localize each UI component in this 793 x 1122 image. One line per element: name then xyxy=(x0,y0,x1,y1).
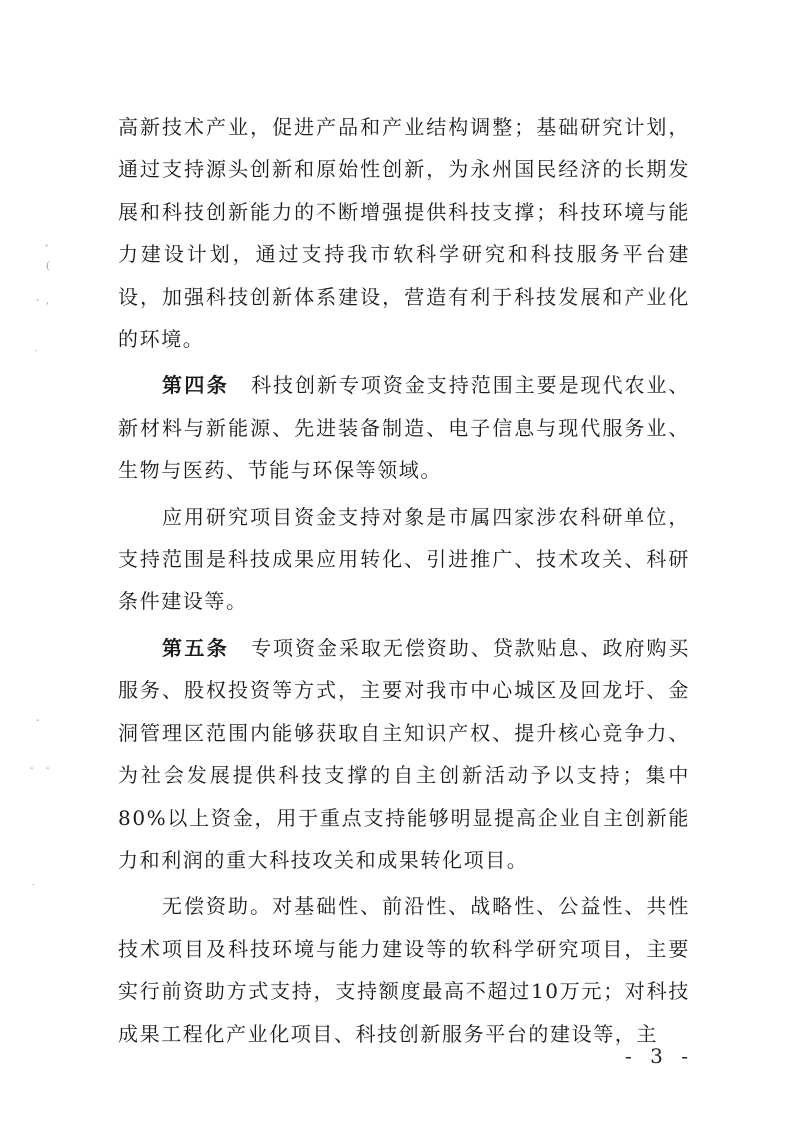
paragraph-text: 高新技术产业，促进产品和产业结构调整；基础研究计划，通过支持源头创新和原始性创新，为永州国民经济的长期发展和科技创新能力的不断增强提供科技支撑；科技环境与能力建设计划，通过支持我市软科学研究和科技服务平台建设，加强科技创新体系建设，营造有利于科技发展和产业化的环境。 xyxy=(118,115,690,352)
paragraph-article-5 xyxy=(118,627,690,881)
paragraph-text: 专项资金采取无偿资助、贷款贴息、政府购买服务、股权投资等方式，主要对我市中心城区及回龙圩、金洞管理区范围内能够获取自主知识产权、提升核心竞争力、为社会发展提供科技支撑的自主创新活动予以支持；集中80%以上资金，用于重点支持能够明显提高企业自主创新能力和利润的重大科技攻关和成果转化项目。 xyxy=(118,635,691,872)
paragraph-1 xyxy=(118,106,690,360)
paragraph-article-4 xyxy=(118,364,690,491)
scan-mark: ˌ xyxy=(46,295,49,306)
paragraph-5 xyxy=(118,885,690,1055)
scan-mark: ˇ xyxy=(44,245,49,256)
paragraph-3 xyxy=(118,496,690,623)
scan-mark: - xyxy=(36,295,40,306)
paragraph-text: 无偿资助。对基础性、前沿性、战略性、公益性、共性技术项目及科技环境与能力建设等的软科学研究项目，主要实行前资助方式支持，支持额度最高不超过10万元；对科技成果工程化产业化项目、科技创新服务平台的建设等，主 xyxy=(118,894,690,1046)
paragraph-text: 应用研究项目资金支持对象是市属四家涉农科研单位，支持范围是科技成果应用转化、引进推广、技术攻关、科研条件建设等。 xyxy=(118,504,690,614)
article-number: 第四条 xyxy=(162,373,230,398)
scan-mark: ( xyxy=(46,261,50,272)
document-body xyxy=(118,106,690,1055)
scan-mark: ˎ xyxy=(32,875,36,886)
article-number: 第五条 xyxy=(162,635,230,660)
paragraph-text: 科技创新专项资金支持范围主要是现代农业、新材料与新能源、先进装备制造、电子信息与现代服务业、生物与医药、节能与环保等领域。 xyxy=(118,373,691,483)
scan-mark: - xyxy=(30,763,34,774)
scan-mark: - xyxy=(36,715,40,726)
scan-mark: ˎ xyxy=(34,341,38,352)
scan-mark: - xyxy=(46,763,50,774)
page-number: - 3 - xyxy=(625,1044,694,1068)
